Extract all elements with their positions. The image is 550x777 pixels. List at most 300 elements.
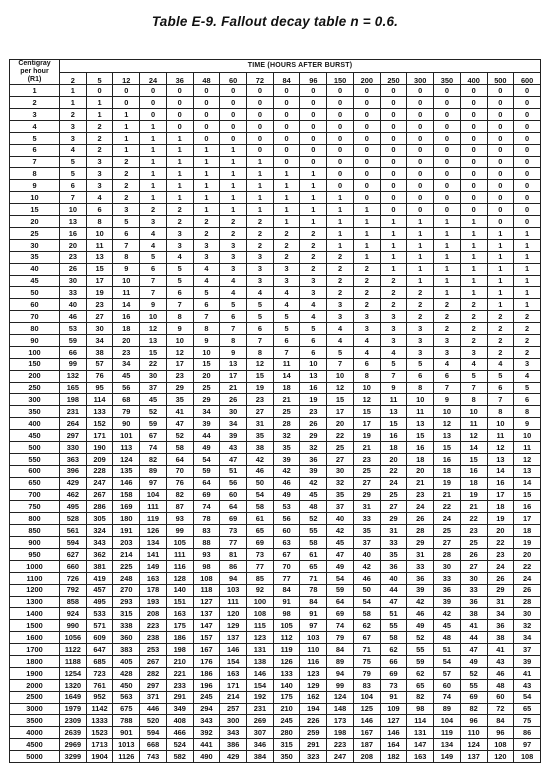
table-cell: 4	[247, 287, 274, 299]
table-cell: 0	[353, 156, 380, 168]
table-cell: 1	[407, 251, 434, 263]
table-cell: 146	[380, 727, 407, 739]
table-cell: 231	[247, 703, 274, 715]
table-cell: 138	[247, 656, 274, 668]
dose-rate-cell: 550	[10, 453, 60, 465]
table-cell: 4	[220, 275, 247, 287]
table-cell: 53	[60, 323, 87, 335]
hour-header-24: 24	[140, 72, 167, 85]
table-cell: 35	[380, 548, 407, 560]
table-cell: 3	[247, 251, 274, 263]
table-cell: 2	[166, 204, 193, 216]
table-cell: 5	[487, 370, 514, 382]
table-cell: 462	[60, 489, 87, 501]
table-cell: 8	[460, 394, 487, 406]
table-cell: 7	[113, 239, 140, 251]
table-cell: 1	[166, 192, 193, 204]
table-cell: 7	[273, 346, 300, 358]
table-cell: 34	[86, 334, 113, 346]
table-cell: 1	[514, 275, 541, 287]
table-cell: 11	[86, 239, 113, 251]
table-cell: 233	[166, 679, 193, 691]
table-cell: 4	[193, 275, 220, 287]
table-cell: 269	[247, 715, 274, 727]
table-cell: 257	[220, 703, 247, 715]
table-cell: 69	[220, 513, 247, 525]
table-cell: 6	[140, 263, 167, 275]
table-cell: 362	[86, 548, 113, 560]
table-cell: 124	[460, 739, 487, 751]
table-cell: 0	[247, 97, 274, 109]
table-cell: 67	[273, 548, 300, 560]
table-cell: 175	[166, 620, 193, 632]
hour-header-2: 2	[60, 72, 87, 85]
table-row	[10, 85, 541, 97]
table-cell: 14	[487, 465, 514, 477]
table-cell: 2	[113, 156, 140, 168]
table-cell: 2	[86, 132, 113, 144]
table-cell: 0	[514, 132, 541, 144]
row-header	[10, 60, 60, 85]
table-cell: 0	[353, 180, 380, 192]
table-cell: 0	[434, 85, 461, 97]
table-cell: 11	[487, 430, 514, 442]
table-cell: 10	[193, 346, 220, 358]
table-cell: 8	[193, 323, 220, 335]
table-cell: 22	[514, 560, 541, 572]
table-cell: 11	[273, 358, 300, 370]
table-cell: 100	[247, 596, 274, 608]
table-cell: 1	[327, 216, 354, 228]
table-cell: 15	[407, 430, 434, 442]
table-cell: 0	[434, 204, 461, 216]
table-cell: 22	[327, 430, 354, 442]
table-cell: 99	[60, 358, 87, 370]
table-cell: 1	[380, 251, 407, 263]
table-cell: 162	[300, 691, 327, 703]
table-cell: 0	[487, 85, 514, 97]
table-cell: 5	[247, 299, 274, 311]
table-cell: 2	[273, 251, 300, 263]
table-cell: 6	[434, 370, 461, 382]
table-cell: 146	[113, 477, 140, 489]
hour-header-250: 250	[380, 72, 407, 85]
dose-rate-cell: 60	[10, 299, 60, 311]
table-cell: 17	[327, 406, 354, 418]
table-cell: 2	[460, 334, 487, 346]
table-cell: 23	[460, 525, 487, 537]
dose-rate-cell: 1200	[10, 584, 60, 596]
table-cell: 11	[113, 287, 140, 299]
table-cell: 124	[327, 691, 354, 703]
table-cell: 1	[487, 275, 514, 287]
dose-rate-cell: 1300	[10, 596, 60, 608]
hour-header-72: 72	[247, 72, 274, 85]
table-cell: 28	[514, 596, 541, 608]
table-cell: 2	[247, 216, 274, 228]
table-cell: 1	[220, 168, 247, 180]
table-cell: 223	[327, 739, 354, 751]
table-cell: 571	[86, 620, 113, 632]
table-cell: 25	[273, 406, 300, 418]
table-cell: 2	[407, 299, 434, 311]
table-cell: 1	[113, 109, 140, 121]
table-cell: 0	[407, 109, 434, 121]
table-cell: 41	[487, 644, 514, 656]
dose-rate-cell: 70	[10, 311, 60, 323]
table-cell: 36	[487, 620, 514, 632]
table-cell: 0	[273, 109, 300, 121]
table-cell: 198	[60, 394, 87, 406]
table-row	[10, 620, 541, 632]
table-cell: 0	[460, 109, 487, 121]
table-cell: 96	[460, 715, 487, 727]
table-cell: 79	[353, 667, 380, 679]
table-cell: 0	[300, 120, 327, 132]
table-cell: 158	[113, 489, 140, 501]
table-cell: 98	[273, 608, 300, 620]
table-cell: 11	[407, 406, 434, 418]
table-cell: 20	[407, 465, 434, 477]
table-cell: 1	[407, 216, 434, 228]
table-cell: 48	[300, 501, 327, 513]
table-cell: 291	[166, 691, 193, 703]
hour-header-12: 12	[113, 72, 140, 85]
table-cell: 12	[247, 358, 274, 370]
table-cell: 103	[220, 584, 247, 596]
table-cell: 10	[434, 406, 461, 418]
dose-rate-cell: 10	[10, 192, 60, 204]
table-cell: 4	[380, 346, 407, 358]
table-cell: 8	[353, 370, 380, 382]
table-cell: 65	[247, 525, 274, 537]
table-cell: 99	[166, 525, 193, 537]
table-cell: 50	[353, 584, 380, 596]
table-cell: 1	[460, 216, 487, 228]
table-cell: 89	[140, 465, 167, 477]
table-cell: 67	[353, 632, 380, 644]
table-cell: 5	[166, 263, 193, 275]
table-cell: 524	[166, 739, 193, 751]
table-cell: 2639	[60, 727, 87, 739]
table-cell: 2	[487, 334, 514, 346]
table-cell: 0	[327, 144, 354, 156]
table-cell: 27	[380, 501, 407, 513]
dose-rate-cell: 9	[10, 180, 60, 192]
table-row	[10, 275, 541, 287]
table-cell: 1	[193, 180, 220, 192]
dose-rate-cell: 450	[10, 430, 60, 442]
table-cell: 231	[60, 406, 87, 418]
dose-rate-cell: 700	[10, 489, 60, 501]
table-cell: 25	[193, 382, 220, 394]
table-cell: 1	[300, 180, 327, 192]
table-cell: 17	[86, 275, 113, 287]
table-cell: 10	[140, 311, 167, 323]
table-cell: 1142	[86, 703, 113, 715]
table-cell: 1	[407, 227, 434, 239]
table-cell: 83	[193, 525, 220, 537]
table-row	[10, 644, 541, 656]
table-cell: 609	[86, 632, 113, 644]
table-cell: 495	[86, 596, 113, 608]
table-row	[10, 168, 541, 180]
table-cell: 31	[407, 548, 434, 560]
table-cell: 0	[460, 180, 487, 192]
table-cell: 1904	[86, 751, 113, 763]
table-cell: 52	[300, 513, 327, 525]
table-cell: 33	[434, 572, 461, 584]
table-cell: 2	[514, 346, 541, 358]
table-cell: 134	[434, 739, 461, 751]
table-cell: 743	[140, 751, 167, 763]
table-title: Table E-9. Fallout decay table n = 0.6.	[151, 14, 399, 29]
table-row	[10, 120, 541, 132]
table-cell: 528	[60, 513, 87, 525]
table-cell: 2	[353, 263, 380, 275]
table-cell: 25	[434, 525, 461, 537]
table-cell: 67	[140, 430, 167, 442]
table-cell: 82	[140, 453, 167, 465]
table-cell: 1	[487, 239, 514, 251]
dose-rate-cell: 40	[10, 263, 60, 275]
table-cell: 49	[193, 441, 220, 453]
table-cell: 0	[353, 97, 380, 109]
table-cell: 0	[460, 97, 487, 109]
table-cell: 2	[434, 311, 461, 323]
table-row	[10, 323, 541, 335]
table-cell: 294	[193, 703, 220, 715]
table-cell: 38	[460, 608, 487, 620]
table-cell: 41	[514, 667, 541, 679]
table-cell: 120	[220, 608, 247, 620]
table-cell: 190	[86, 441, 113, 453]
table-cell: 7	[220, 323, 247, 335]
table-cell: 2	[327, 275, 354, 287]
table-cell: 65	[300, 560, 327, 572]
table-cell: 392	[193, 727, 220, 739]
table-cell: 175	[273, 691, 300, 703]
table-cell: 2	[434, 323, 461, 335]
table-cell: 17	[514, 513, 541, 525]
table-cell: 901	[113, 727, 140, 739]
table-cell: 15	[193, 358, 220, 370]
table-cell: 315	[113, 608, 140, 620]
table-cell: 3	[220, 263, 247, 275]
table-cell: 31	[353, 501, 380, 513]
table-cell: 57	[434, 667, 461, 679]
hour-header-36: 36	[166, 72, 193, 85]
dose-rate-cell: 90	[10, 334, 60, 346]
table-cell: 1	[380, 216, 407, 228]
hour-header-500: 500	[487, 72, 514, 85]
table-cell: 520	[140, 715, 167, 727]
table-cell: 93	[193, 548, 220, 560]
table-cell: 163	[166, 608, 193, 620]
table-cell: 0	[514, 97, 541, 109]
dose-rate-cell: 800	[10, 513, 60, 525]
table-cell: 2	[407, 311, 434, 323]
table-cell: 441	[193, 739, 220, 751]
dose-rate-cell: 650	[10, 477, 60, 489]
table-cell: 101	[113, 430, 140, 442]
table-cell: 0	[327, 97, 354, 109]
hour-header-60: 60	[220, 72, 247, 85]
table-cell: 1320	[60, 679, 87, 691]
table-cell: 1	[140, 180, 167, 192]
table-cell: 330	[60, 441, 87, 453]
table-cell: 4	[140, 239, 167, 251]
table-cell: 23	[86, 299, 113, 311]
table-cell: 110	[300, 644, 327, 656]
table-cell: 3	[86, 168, 113, 180]
table-cell: 30	[220, 406, 247, 418]
table-cell: 39	[220, 430, 247, 442]
table-cell: 3	[273, 263, 300, 275]
table-cell: 0	[273, 144, 300, 156]
table-cell: 210	[166, 656, 193, 668]
table-cell: 490	[193, 751, 220, 763]
table-cell: 225	[113, 560, 140, 572]
table-cell: 0	[247, 85, 274, 97]
table-cell: 32	[514, 620, 541, 632]
table-cell: 3	[514, 358, 541, 370]
table-row	[10, 739, 541, 751]
table-cell: 245	[193, 691, 220, 703]
table-cell: 47	[460, 644, 487, 656]
table-cell: 19	[514, 537, 541, 549]
table-cell: 88	[193, 537, 220, 549]
table-cell: 0	[353, 109, 380, 121]
table-cell: 1254	[60, 667, 87, 679]
table-row	[10, 513, 541, 525]
table-cell: 171	[220, 679, 247, 691]
table-cell: 3	[166, 239, 193, 251]
table-cell: 1	[247, 192, 274, 204]
table-cell: 4	[60, 144, 87, 156]
table-cell: 13	[380, 406, 407, 418]
table-cell: 25	[460, 537, 487, 549]
table-cell: 0	[380, 144, 407, 156]
dose-rate-cell: 1000	[10, 560, 60, 572]
table-row	[10, 109, 541, 121]
table-cell: 31	[247, 418, 274, 430]
table-cell: 0	[514, 168, 541, 180]
table-cell: 85	[247, 572, 274, 584]
table-cell: 22	[460, 513, 487, 525]
table-cell: 1649	[60, 691, 87, 703]
table-cell: 52	[166, 430, 193, 442]
table-cell: 26	[220, 394, 247, 406]
table-cell: 2	[193, 227, 220, 239]
table-cell: 51	[434, 644, 461, 656]
table-cell: 137	[460, 751, 487, 763]
table-cell: 0	[514, 192, 541, 204]
table-cell: 64	[327, 596, 354, 608]
table-cell: 18	[273, 382, 300, 394]
table-cell: 8	[247, 346, 274, 358]
table-cell: 22	[434, 501, 461, 513]
table-cell: 178	[140, 584, 167, 596]
table-cell: 24	[514, 572, 541, 584]
table-cell: 0	[380, 97, 407, 109]
table-cell: 118	[193, 584, 220, 596]
table-cell: 0	[220, 97, 247, 109]
table-cell: 91	[273, 596, 300, 608]
table-cell: 17	[220, 370, 247, 382]
table-cell: 191	[113, 525, 140, 537]
table-cell: 1	[193, 168, 220, 180]
table-cell: 1	[300, 204, 327, 216]
table-cell: 1188	[60, 656, 87, 668]
table-cell: 0	[273, 132, 300, 144]
table-cell: 39	[514, 656, 541, 668]
table-cell: 343	[220, 727, 247, 739]
table-cell: 99	[327, 679, 354, 691]
table-cell: 94	[327, 667, 354, 679]
table-cell: 131	[247, 644, 274, 656]
table-cell: 0	[407, 85, 434, 97]
table-cell: 98	[193, 560, 220, 572]
table-cell: 0	[247, 120, 274, 132]
table-cell: 3	[166, 227, 193, 239]
table-cell: 3	[353, 311, 380, 323]
table-cell: 446	[140, 703, 167, 715]
table-cell: 45	[300, 489, 327, 501]
table-row	[10, 596, 541, 608]
table-cell: 300	[220, 715, 247, 727]
table-row	[10, 251, 541, 263]
table-row	[10, 216, 541, 228]
table-cell: 405	[113, 656, 140, 668]
table-cell: 128	[166, 572, 193, 584]
table-cell: 2	[300, 227, 327, 239]
table-cell: 0	[300, 132, 327, 144]
table-cell: 77	[273, 572, 300, 584]
table-cell: 52	[407, 632, 434, 644]
table-cell: 76	[86, 370, 113, 382]
table-cell: 133	[273, 667, 300, 679]
table-cell: 16	[407, 441, 434, 453]
table-cell: 63	[273, 537, 300, 549]
table-cell: 0	[247, 144, 274, 156]
table-cell: 1	[434, 263, 461, 275]
table-cell: 2	[380, 275, 407, 287]
table-cell: 147	[407, 739, 434, 751]
table-cell: 30	[460, 572, 487, 584]
table-cell: 21	[460, 501, 487, 513]
table-row	[10, 751, 541, 763]
table-cell: 0	[193, 132, 220, 144]
table-cell: 1	[220, 180, 247, 192]
table-cell: 0	[407, 144, 434, 156]
table-cell: 561	[60, 525, 87, 537]
table-cell: 39	[434, 596, 461, 608]
table-cell: 31	[380, 525, 407, 537]
table-cell: 21	[407, 477, 434, 489]
table-cell: 1	[166, 144, 193, 156]
table-cell: 19	[434, 477, 461, 489]
table-cell: 56	[113, 382, 140, 394]
table-cell: 1	[460, 251, 487, 263]
table-cell: 58	[166, 441, 193, 453]
table-cell: 82	[407, 691, 434, 703]
table-cell: 163	[140, 572, 167, 584]
table-cell: 41	[460, 620, 487, 632]
table-cell: 1	[300, 168, 327, 180]
table-cell: 0	[353, 192, 380, 204]
table-cell: 1	[380, 239, 407, 251]
